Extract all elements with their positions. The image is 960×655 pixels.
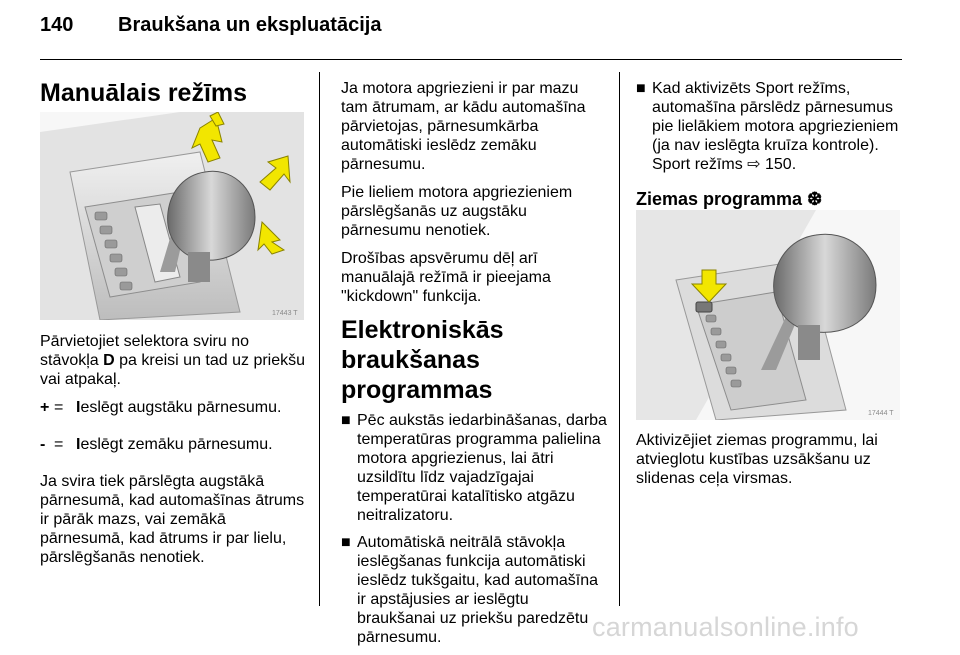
definition-minus-rest: eslēgt zemāku pārnesumu. [80,436,273,453]
list-item [341,411,607,525]
list-item-text: Automātiskā neitrālā stāvokļa ieslēgšanas funkcija automātiski ieslēdz tukšgaitu, kad automašīna ir apstājusies ar ieslēgtu braukšanai uz priekšu paredzētu pārnesumu. [357,534,599,646]
definition-minus-symbol: - [40,436,46,453]
page-reference-number: 150. [760,156,797,173]
definition-plus-eq: = [54,399,64,416]
winter-button-figure [636,210,900,420]
definition-plus-initial: I [76,399,81,416]
list-item [341,533,607,647]
figure-code-1: 17443 T [272,310,298,317]
definition-minus [40,435,306,454]
winter-program-paragraph: Aktivizējiet ziemas programmu, lai atvieglotu kustības uzsākšanu uz slidenas ceļa virsmas. [636,432,878,487]
downshift-paragraph: Ja motora apgriezieni ir par mazu tam ātrumam, ar kādu automašīna pārvietojas, pārnesumkārba automātiski ieslēdz zemāku pārnesumu. [341,80,586,173]
page-number: 140 [40,14,74,36]
definition-minus-initial: I [76,436,81,453]
page-reference-icon: ⇨ [747,156,761,173]
gear-selector-illustration [40,112,304,320]
high-rpm-paragraph: Pie lieliem motora apgriezieniem pārslēgšanās uz augstāku pārnesumu nenotiek. [341,184,573,239]
header-rule [40,59,902,60]
kickdown-paragraph: Drošības apsvērumu dēļ arī manuālajā režīmā ir pieejama "kickdown" funkcija. [341,250,551,305]
figure-code-2: 17444 T [868,410,894,417]
column-1-body [40,332,306,576]
definition-plus-symbol: + [40,399,50,416]
bullet-icon: ■ [341,412,351,429]
column-3 [636,79,902,210]
selector-instruction-part-1: Pārvietojiet selektora sviru no stāvokļa [40,333,249,369]
selector-instruction [40,332,306,389]
gear-selector-figure [40,112,304,320]
definition-plus [40,398,306,417]
definition-minus-eq: = [54,436,64,453]
column-divider-right [619,72,620,606]
definition-plus-text [76,398,281,417]
bullet-icon: ■ [341,534,351,551]
column-2 [341,79,607,655]
column-3-body [636,431,902,497]
column-divider-left [319,72,320,606]
electronic-programs-list [341,411,607,647]
manual-mode-heading: Manuālais režīms [40,79,248,107]
sport-mode-list [636,79,902,174]
selector-position-d: D [103,352,115,369]
selector-instruction-part-2: pa kreisi un tad uz priekšu vai atpakaļ. [40,352,306,388]
definition-plus-rest: eslēgt augstāku pārnesumu. [80,399,282,416]
winter-button-illustration [636,210,900,420]
snowflake-icon: ❆ [807,189,823,209]
winter-program-heading [636,188,902,210]
section-title: Braukšana un ekspluatācija [118,14,382,36]
list-item-text: Pēc aukstās iedarbināšanas, darba temperatūras programma palielina motora apgriezienus, lai ātri uzsildītu līdz vajadzīgajai temperatūrai katalītisko atgāzu neitralizatoru. [357,412,607,524]
sport-mode-text: Kad aktivizēts Sport režīms, automašīna pārslēdz pārnesumus pie lielākiem motora apgriezieniem (ja nav ieslēgta kruīza kontrole). Sport režīms [652,80,899,173]
watermark: carmanualsonline.info [592,612,859,642]
list-item [636,79,902,174]
electronic-programs-heading: Elektroniskās braukšanas programmas [341,316,504,404]
column-1 [40,78,306,108]
definition-minus-text [76,435,273,454]
bullet-icon: ■ [636,80,646,97]
shift-limit-paragraph: Ja svira tiek pārslēgta augstākā pārnesumā, kad automašīnas ātrums ir pārāk mazs, vai zemākā pārnesumā, kad ātrums ir par lielu, pārslēgšanās nenotiek. [40,473,305,566]
winter-program-heading-text: Ziemas programma [636,189,808,209]
